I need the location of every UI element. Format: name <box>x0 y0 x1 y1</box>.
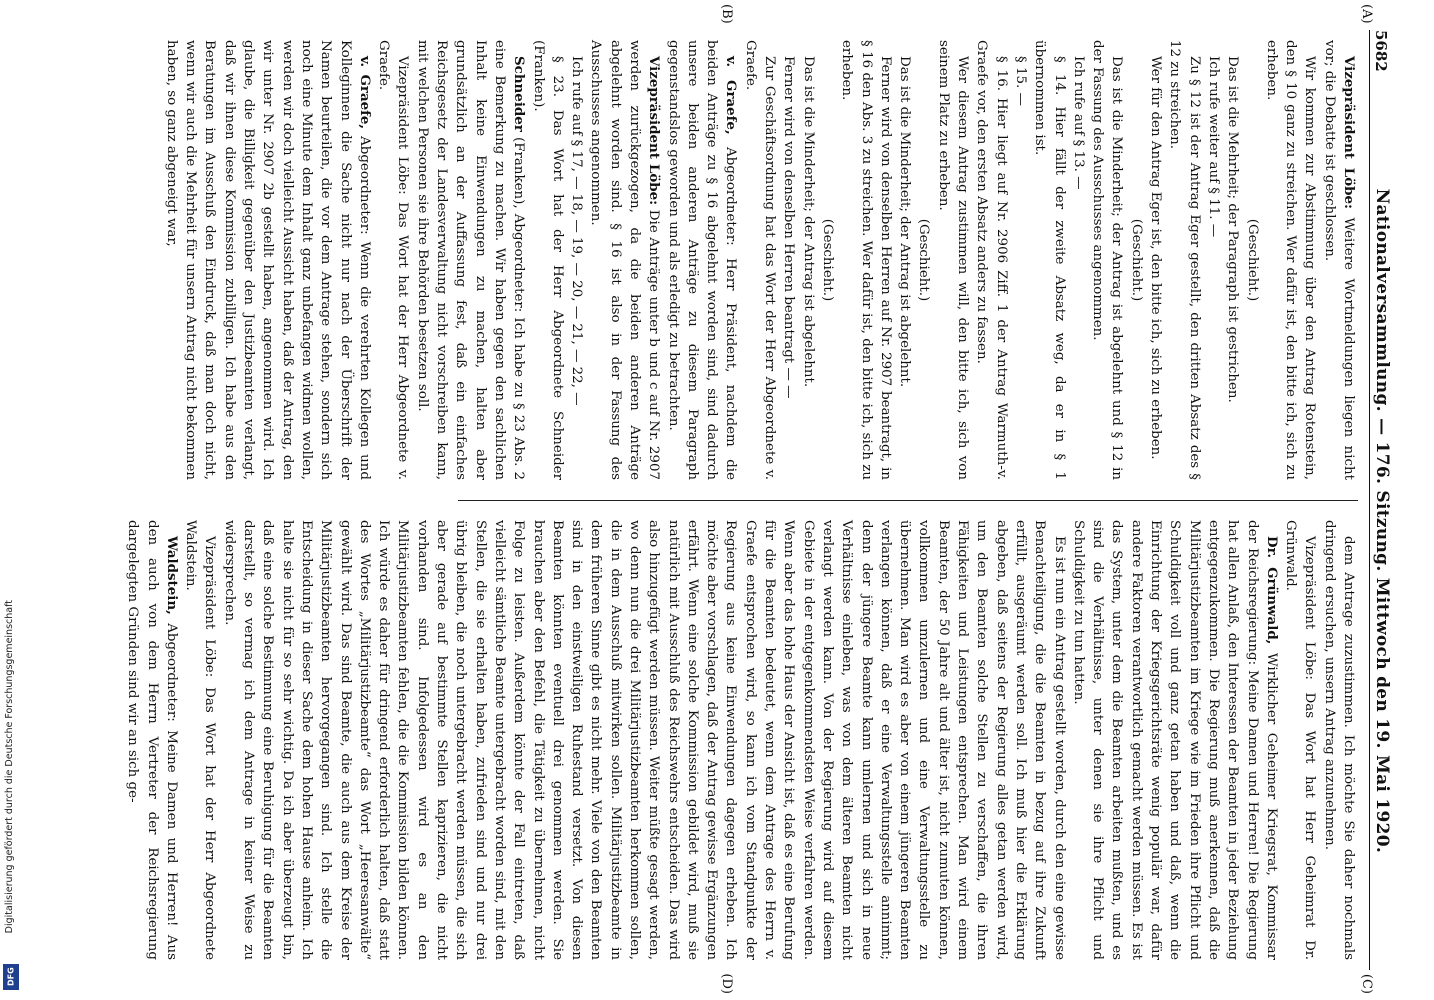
paragraph-text: Ferner wird von denselben Herren auf Nr. 2907 beantragt, in § 16 den Abs. 3 zu streichen. Wer dafür ist, den bitte ich, sich zu erheben. <box>839 40 893 480</box>
paragraph <box>567 40 586 480</box>
paragraph <box>1223 40 1242 480</box>
paragraph-text: Wirklicher Geheimer Kriegsrat, Kommissar der Reichsregierung: Meine Damen und Herren! Die Regierung hat allen Anlaß, den Interessen der Beamten in jeder Beziehung entgegenzukommen. Die Regierung muß anerkennen, daß die Militärjustizbeamten im Kriege wie im Frieden ihre Pflicht und Schuldigkeit voll und ganz getan haben und daß, wenn die Einrichtung der Kriegsgerichtsräte wenig populär war, dafür andere Faktoren verantwortlich gemacht werden müssen. Es ist das System, unter dem die Beamten arbeiten mußten, und es sind die Verhältnisse, unter denen sie ihre Pflicht und Schuldigkeit zu tun hatten. <box>1070 520 1279 960</box>
paragraph-text: Abgeordneter: Wenn die verehrten Kollegen und Kolleginnen die Sache nicht nur nach der Überschrift der Namen beurteilen, die vor dem Antrage stehen, sondern sich noch eine Minute dem Inhalt ganz unbefangen widmen wollen, werden wir doch vielleicht Aussicht haben, daß der Antrag, den wir unter Nr. 2907 2b gestellt haben, angenommen wird. Ich glaube, die Billigkeit gegenüber den Justizbeamten verlangt, daß wir ihnen diese Kommission zubilligen. Ich habe aus den Beratungen im Ausschuß den Eindruck, daß man doch nicht, wenn wir auch die Mehrheit für unsern Antrag nicht bekommen haben, so ganz abgeneigt war, <box>163 40 372 481</box>
paragraph-text: (Geschieht.) <box>916 218 932 302</box>
left-column <box>163 40 1358 481</box>
paragraph-text: (Geschieht.) <box>1244 218 1260 302</box>
paragraph <box>1069 520 1281 960</box>
paragraph-text: Das ist die Minderheit; der Antrag ist abgelehnt und § 12 in der Fassung des Ausschusses angenommen. <box>1090 40 1125 480</box>
paragraph-text: Vizepräsident Löbe: Das Wort hat der Herr Abgeordnete Waldstein. <box>183 520 218 960</box>
paragraph <box>779 40 798 480</box>
paragraph <box>528 40 567 480</box>
paragraph <box>181 520 220 960</box>
stage-direction <box>914 40 933 480</box>
paragraph <box>1030 40 1069 480</box>
speaker-name: Waldstein, <box>163 536 180 615</box>
paragraph <box>663 40 740 480</box>
paragraph-text: Vizepräsident Löbe: Das Wort hat der Herr Abgeordnete v. Graefe. <box>376 40 411 480</box>
paragraph-text: Ferner wird von denselben Herren beantragt — — <box>781 56 797 399</box>
paragraph-text: Es ist nun ein Antrag gestellt worden, durch den eine gewisse Benachteiligung, die die Beamten in bezug auf ihre Zukunft erfüllt, ausgeräumt werden soll. Ich muß hier die Erklärung abgeben, daß seitens der Regierung alles getan werden wird, um den Beamten solche Stellen zu verschaffen, die ihren Fähigkeiten und Leistungen entsprechen. Man wird einem Beamten, der 50 Jahre alt und älter ist, nicht zumuten können, vollkommen umzulernen und eine Verwaltungsstelle zu übernehmen. Man wird es aber von einem jüngeren Beamten verlangen können, daß er eine Verwaltungsstelle annimmt; denn der jüngere Beamte kann umlernen und sich in neue Verhältnisse einleben, was von dem älteren Beamten nicht verlangt werden kann. Von der Regierung wird auf diesem Gebiete in der entgegenkommendsten Weise verfahren werden. Wenn aber das hohe Haus der Ansicht ist, daß es eine Berufung für die Beamten bedeutet, wenn dem Antrage des Herrn v. Graefe entsprochen wird, so kann ich vom Standpunkte der Regierung aus keine Einwendungen dagegen erheben. Ich möchte aber vorschlagen, daß der Antrag gewisse Ergänzungen erfährt. Wenn eine solche Kommission gebildet wird, muß sie natürlich mit Ausschluß des Reichswehrs entscheiden. Das wird also hinzugefügt werden müssen. Weiter müßte gesagt werden, wo denn nun die drei Militärjustizbeamten herkommen sollen, die in dem Ausschuß mitwirken sollen. Militärjustizbeamte in dem früheren Sinne gibt es nicht mehr. Viele von den Beamten sind in den einstweiligen Ruhestand versetzt. Von diesen Beamten könnten eventuell drei genommen werden. Sie brauchen aber den Befehl, die Tätigkeit zu übernehmen, nicht Folge zu leisten. Außerdem könnte der Fall eintreten, daß vielleicht sämtliche Beamte untergebracht worden sind, mit den Stellen, die sie erhalten haben, zufrieden sind und nur drei übrig bleiben, die noch untergebracht werden müssen, die sich aber gerade auf bestimmte Stellen kaprizieren, die nicht vorhanden sind. Infolgedessen wird es an den Militärjustizbeamten fehlen, die die Kommission bilden können. Ich würde es daher für dringend erforderlich halten, daß statt des Wortes „Militärjustizbeamte“ das Wort „Heeresanwälte“ gewählt wird. Das sind Beamte, die auch aus dem Kreise der Militärjustizbeamten hervorgegangen sind. Ich stelle die Entscheidung in dieser Sache dem hohen Hause anheim. Ich halte sie nicht für so sehr wichtig. Da ich aber überzeugt bin, daß eine solche Bestimmung eine Beruhigung für die Beamten darstellt, so vermag ich dem Antrage in keiner Weise zu widersprechen. <box>221 520 1067 960</box>
paragraph-text: § 15. — <box>1012 56 1028 106</box>
paragraph-text: Ich rufe auf § 13. — <box>1070 56 1086 190</box>
paragraph-text: Abgeordneter: Meine Damen und Herren! Aus den auch von dem Herrn Vertreter der Reichsregierung dargelegten Gründen sind wir an sich ge- <box>125 520 179 960</box>
margin-marker-a: (A) <box>1359 4 1374 24</box>
page-header <box>1372 30 1412 970</box>
margin-marker-c: (C) <box>1359 973 1374 994</box>
paragraph <box>162 40 374 480</box>
page-rotated <box>24 0 1434 1000</box>
paragraph <box>1165 40 1204 480</box>
side-note <box>0 0 22 1000</box>
funding-note: Digitalisierung gefördert durch die Deutsche Forschungsgemeinschaft <box>4 600 15 934</box>
paragraph-text: Abgeordneter: Herr Präsident, nachdem die beiden Anträge zu § 16 abgelehnt worden sind, sind dadurch unsere beiden anderen Anträge zu diesem Paragraph gegenstandslos geworden und als erledigt zu betrachten. <box>665 40 739 480</box>
paragraph-text: Das ist die Minderheit; der Antrag ist abgelehnt. <box>800 56 816 388</box>
paragraph <box>741 40 780 480</box>
page-number: 5682 <box>1372 30 1390 72</box>
paragraph <box>1204 40 1223 480</box>
paragraph-text: Das ist die Minderheit; der Antrag ist abgelehnt. <box>897 56 913 388</box>
paragraph-text: § 14. Hier fällt der zweite Absatz weg, da er in § 1 übernommen ist. <box>1032 40 1067 480</box>
paragraph <box>972 40 1011 480</box>
document-page <box>24 0 1434 1000</box>
speaker-name: v. Graefe, <box>723 56 740 135</box>
speaker-name: Vizepräsident Löbe: <box>646 56 663 206</box>
paragraph-text: Weitere Wortmeldungen liegen nicht vor; die Debatte ist geschlossen. <box>1321 40 1356 480</box>
paragraph-text: Zur Geschäftsordnung hat das Wort der Herr Abgeordnete v. Graefe. <box>742 40 778 480</box>
margin-marker-d: (D) <box>719 973 734 994</box>
stage-direction <box>1126 40 1145 480</box>
paragraph-text: Die Anträge unter b und c auf Nr. 2907 werden zurückgezogen, da die beiden anderen Anträge abgelehnt worden sind. § 16 ist also in der Fassung des Ausschusses angenommen. <box>588 40 662 480</box>
paragraph <box>1011 40 1030 480</box>
paragraph-text: Vizepräsident Löbe: Das Wort hat Herr Geheimrat Dr. Grünwald. <box>1283 520 1318 960</box>
paragraph-text: Das ist die Mehrheit; der Paragraph ist gestrichen. <box>1225 56 1241 403</box>
paragraph <box>1281 520 1320 960</box>
paragraph <box>586 40 663 480</box>
paragraph <box>374 40 413 480</box>
paragraph-text: dem Antrage zuzustimmen. Ich möchte Sie daher nochmals dringend ersuchen, unsern Antrag anzunehmen. <box>1321 520 1356 960</box>
paragraph <box>1319 40 1358 480</box>
page-title: Nationalversammlung. — 176. Sitzung. Mittwoch den 19. Mai 1920. <box>1372 188 1392 854</box>
paragraph-text: (Geschieht.) <box>1128 218 1144 302</box>
speaker-name: Dr. Grünwald, <box>1263 536 1280 645</box>
paragraph <box>895 40 914 480</box>
paragraph <box>123 520 181 960</box>
dfg-logo: DFG <box>3 964 19 990</box>
paragraph-text: Ich rufe auf § 17, — 18, — 19, — 20, — 21, — 22, — <box>569 56 585 406</box>
paragraph <box>1319 520 1358 960</box>
paragraph <box>1088 40 1127 480</box>
margin-marker-b: (B) <box>719 4 734 24</box>
paragraph-text: (Geschieht.) <box>819 218 835 302</box>
paragraph-text: Zu § 12 ist der Antrag Eger gestellt, den dritten Absatz des § 12 zu streichen. <box>1167 40 1202 480</box>
paragraph-text: Wir kommen zur Abstimmung über den Antrag Rotenstein, den § 10 ganz zu streichen. Wer dafür ist, den bitte ich, sich zu erheben. <box>1263 40 1318 480</box>
paragraph <box>1146 40 1165 480</box>
speaker-name: Vizepräsident Löbe: <box>1341 56 1357 209</box>
paragraph-text: Wer diesem Antrag zustimmen will, den bitte ich, sich von seinem Platz zu erheben. <box>935 40 971 480</box>
paragraph <box>837 40 895 480</box>
right-column <box>125 520 1358 960</box>
stage-direction <box>1242 40 1261 480</box>
paragraph-text: § 16. Hier liegt auf Nr. 2906 Ziff. 1 der Antrag Warmuth-v. Graefe vor, den ersten Absatz anders zu fassen. <box>974 40 1009 480</box>
paragraph-text: Wer für den Antrag Eger ist, den bitte ich, sich zu erheben. <box>1148 56 1164 460</box>
paragraph <box>798 40 817 480</box>
paragraph-text: (Franken), Abgeordneter: Ich habe zu § 23 Abs. 2 eine Bemerkung zu machen. Wir haben gegen den sachlichen Inhalt keine Einwendungen zu machen, halten aber grundsätzlich an der Auffassung fest, daß ein einfaches Reichsgesetz der Landesverwaltung nicht vorschreiben kann, mit welchen Personen sie ihre Behörden besetzen soll. <box>414 40 527 480</box>
paragraph <box>1069 40 1088 480</box>
speaker-name: v. Graefe, <box>356 56 373 130</box>
paragraph-text: Ich rufe weiter auf § 11. — <box>1205 56 1221 238</box>
paragraph <box>933 40 972 480</box>
speaker-name: Schneider <box>511 56 528 132</box>
paragraph <box>1262 40 1320 480</box>
paragraph <box>219 520 1068 960</box>
header-rule <box>1369 30 1370 970</box>
paragraph <box>412 40 528 480</box>
stage-direction <box>818 40 837 480</box>
paragraph-text: § 23. Das Wort hat der Herr Abgeordnete Schneider (Franken). <box>530 40 565 480</box>
column-divider <box>458 500 1358 501</box>
